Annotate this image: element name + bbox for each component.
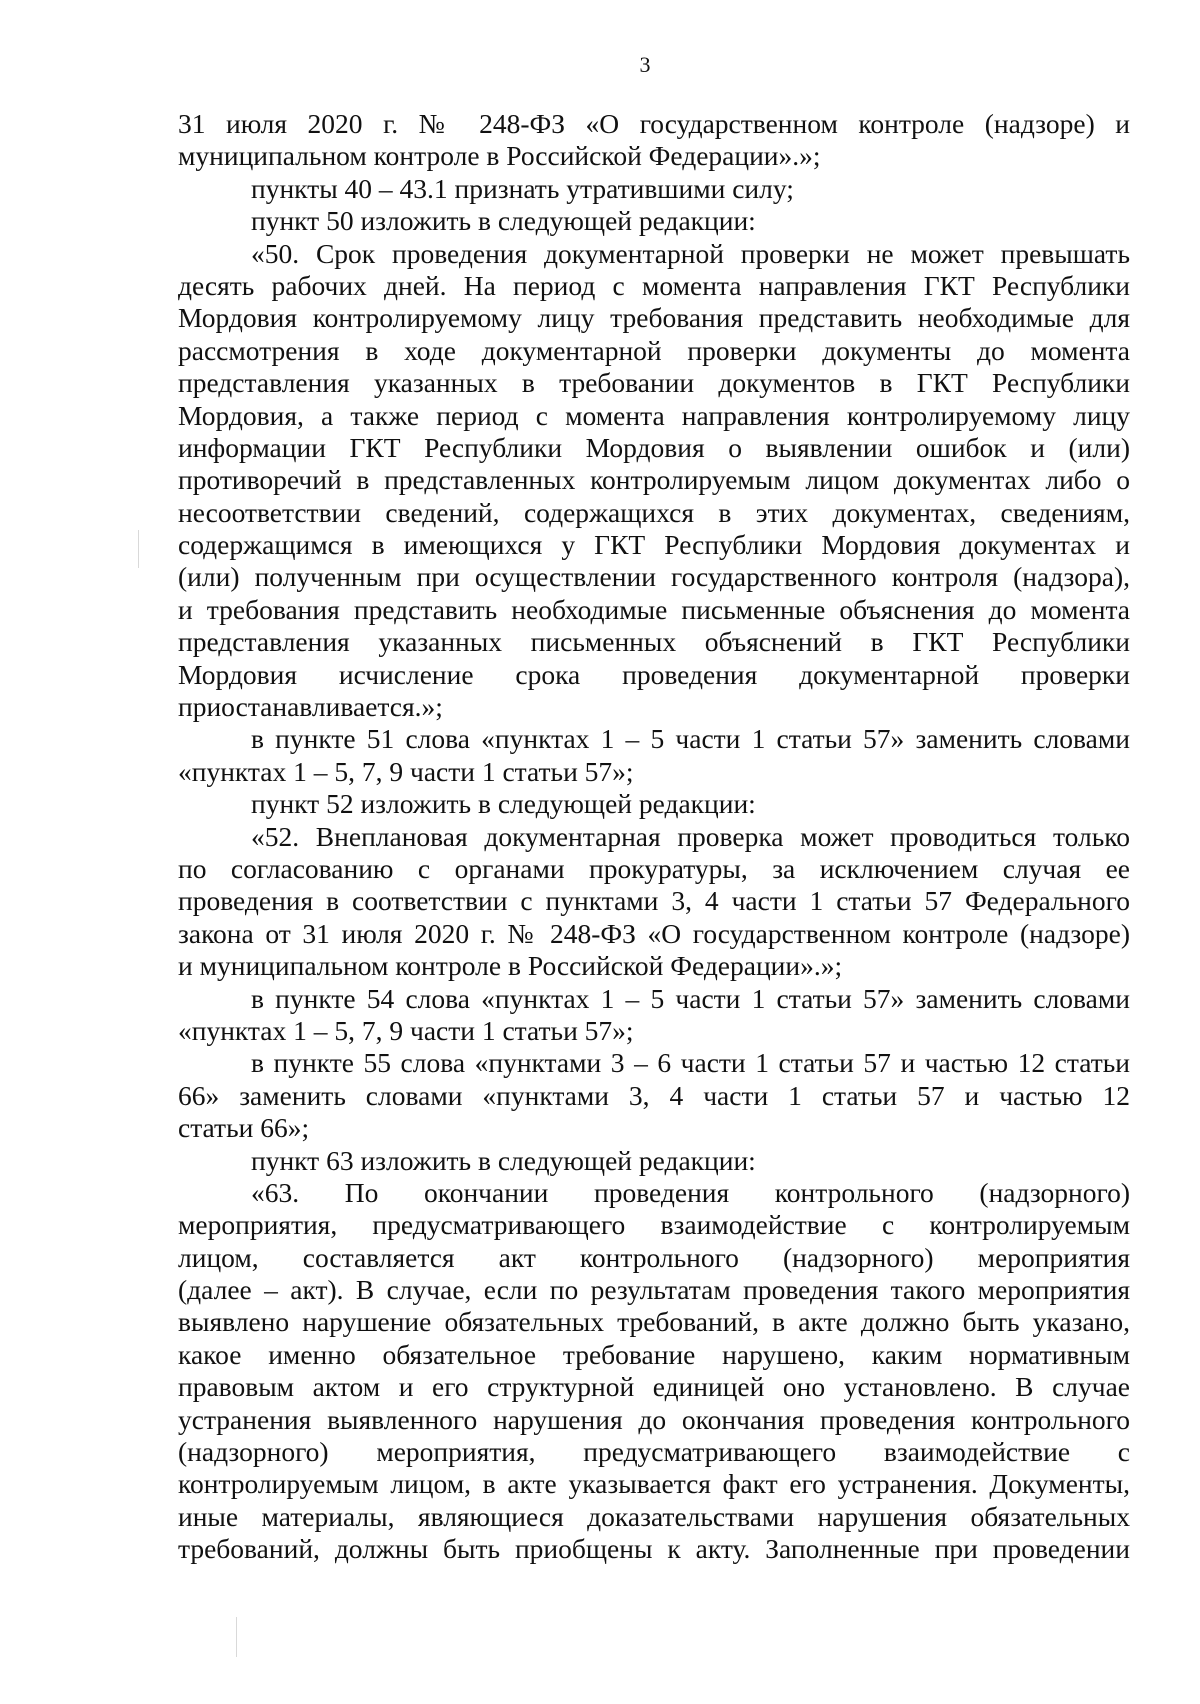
- text-line: противоречий в представленных контролируемым лицом документах либо о: [178, 464, 1130, 496]
- text-line: проведения в соответствии с пунктами 3, 4 части 1 статьи 57 Федерального: [178, 885, 1130, 917]
- text-line: выявлено нарушение обязательных требований, в акте должно быть указано,: [178, 1306, 1130, 1338]
- text-line: мероприятия, предусматривающего взаимодействие с контролируемым: [178, 1209, 1130, 1241]
- text-line: «пунктах 1 – 5, 7, 9 части 1 статьи 57»;: [178, 1014, 634, 1046]
- text-line: Мордовия, а также период с момента направления контролируемому лицу: [178, 399, 1130, 431]
- text-line: «63. По окончании проведения контрольного (надзорного): [251, 1176, 1130, 1208]
- text-line: пункт 52 изложить в следующей редакции:: [251, 788, 756, 820]
- text-line: несоответствии сведений, содержащихся в этих документах, сведениям,: [178, 496, 1130, 528]
- text-line: закона от 31 июля 2020 г. № 248-ФЗ «О государственном контроле (надзоре): [178, 917, 1130, 949]
- left-margin-mark: [236, 1617, 237, 1657]
- text-line: представления указанных письменных объяснений в ГКТ Республики: [178, 626, 1130, 658]
- text-line: какое именно обязательное требование нарушено, каким нормативным: [178, 1338, 1130, 1370]
- text-line: 66» заменить словами «пунктами 3, 4 части 1 статьи 57 и частью 12: [178, 1079, 1130, 1111]
- text-line: контролируемым лицом, в акте указывается факт его устранения. Документы,: [178, 1468, 1130, 1500]
- text-line: «52. Внеплановая документарная проверка может проводиться только: [251, 820, 1130, 852]
- text-line: в пункте 51 слова «пунктах 1 – 5 части 1 статьи 57» заменить словами: [251, 723, 1130, 755]
- text-line: и муниципальном контроле в Российской Федерации».»;: [178, 950, 843, 982]
- text-line: 31 июля 2020 г. № 248-ФЗ «О государственном контроле (надзоре) и: [178, 108, 1130, 139]
- text-line: и требования представить необходимые письменные объяснения до момента: [178, 593, 1130, 625]
- text-line: Мордовия контролируемому лицу требования представить необходимые для: [178, 302, 1130, 334]
- text-line: по согласованию с органами прокуратуры, за исключением случая ее: [178, 852, 1130, 884]
- text-line: пункт 63 изложить в следующей редакции:: [251, 1144, 756, 1176]
- text-line: пункт 50 изложить в следующей редакции:: [251, 205, 756, 237]
- text-line: содержащимся в имеющихся у ГКТ Республики Мордовия документах и: [178, 529, 1130, 561]
- text-line: (или) полученным при осуществлении государственного контроля (надзора),: [178, 561, 1130, 593]
- text-line: Мордовия исчисление срока проведения документарной проверки: [178, 658, 1130, 690]
- text-line: муниципальном контроле в Российской Федерации».»;: [178, 140, 821, 172]
- text-line: десять рабочих дней. На период с момента направления ГКТ Республики: [178, 269, 1130, 301]
- left-margin-mark: [138, 530, 139, 568]
- page-number: 3: [639, 52, 651, 77]
- text-line: пункты 40 – 43.1 признать утратившими силу;: [251, 172, 794, 204]
- text-line: (надзорного) мероприятия, предусматривающего взаимодействие с: [178, 1436, 1130, 1468]
- text-line: в пункте 54 слова «пунктах 1 – 5 части 1 статьи 57» заменить словами: [251, 982, 1130, 1014]
- text-line: лицом, составляется акт контрольного (надзорного) мероприятия: [178, 1241, 1130, 1273]
- text-line: «50. Срок проведения документарной проверки не может превышать: [251, 237, 1130, 269]
- text-line: правовым актом и его структурной единицей оно установлено. В случае: [178, 1371, 1130, 1403]
- text-line: устранения выявленного нарушения до окончания проведения контрольного: [178, 1403, 1130, 1435]
- document-body: [178, 108, 1130, 1566]
- text-line: представления указанных в требовании документов в ГКТ Республики: [178, 367, 1130, 399]
- text-line: рассмотрения в ходе документарной проверки документы до момента: [178, 334, 1130, 366]
- text-line: требований, должны быть приобщены к акту. Заполненные при проведении: [178, 1533, 1130, 1565]
- text-line: приостанавливается.»;: [178, 691, 443, 723]
- text-line: в пункте 55 слова «пунктами 3 – 6 части 1 статьи 57 и частью 12 статьи: [251, 1047, 1130, 1079]
- text-line: статьи 66»;: [178, 1112, 310, 1144]
- text-line: (далее – акт). В случае, если по результатам проведения такого мероприятия: [178, 1274, 1130, 1306]
- text-line: «пунктах 1 – 5, 7, 9 части 1 статьи 57»;: [178, 755, 634, 787]
- text-line: информации ГКТ Республики Мордовия о выявлении ошибок и (или): [178, 431, 1130, 463]
- text-line: иные материалы, являющиеся доказательствами нарушения обязательных: [178, 1500, 1130, 1532]
